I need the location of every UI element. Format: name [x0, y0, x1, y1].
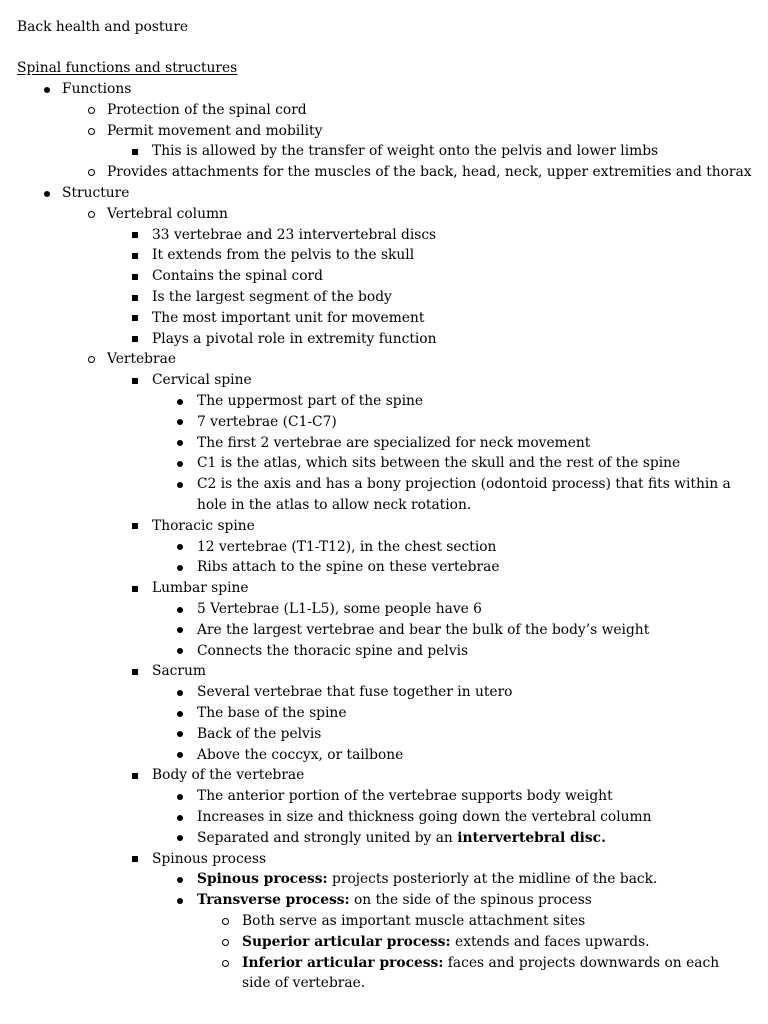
- section-heading: Spinal functions and structures: [17, 60, 238, 76]
- list-item-text: C1 is the atlas, which sits between the skull and the rest of the spine: [197, 455, 681, 472]
- bullet-icon: [173, 745, 187, 766]
- list-item-text: It extends from the pelvis to the skull: [152, 247, 415, 264]
- bullet-icon: [128, 287, 142, 308]
- list-item-text: extends and faces upwards.: [450, 933, 650, 950]
- square-bullet-icon: [132, 253, 138, 259]
- bullet-icon: [84, 162, 98, 183]
- square-bullet-icon: [132, 773, 138, 779]
- list-item-text: Separated and strongly united by an: [197, 829, 458, 846]
- list-item: [197, 745, 403, 766]
- bullet-icon: [128, 266, 142, 287]
- bullet-icon: [173, 890, 187, 911]
- bold-term: Inferior articular process:: [242, 954, 444, 971]
- square-bullet-icon: [132, 274, 138, 280]
- list-item: [107, 204, 228, 225]
- list-item: [197, 724, 321, 745]
- list-item: [152, 661, 206, 682]
- list-item-text: 5 Vertebrae (L1-L5), some people have 6: [197, 601, 482, 617]
- list-item: [197, 890, 592, 911]
- list-item: [197, 620, 649, 641]
- list-item: [197, 433, 590, 454]
- list-item: [152, 308, 424, 329]
- list-item-text: 33 vertebrae and 23 intervertebral discs: [152, 226, 437, 243]
- list-item-text: The uppermost part of the spine: [197, 393, 424, 409]
- list-item-text: Are the largest vertebrae and bear the bulk of the body’s weight: [197, 621, 650, 638]
- dot-bullet-icon: [177, 399, 183, 405]
- circle-bullet-icon: [222, 939, 229, 946]
- bullet-icon: [173, 703, 187, 724]
- list-item: [152, 245, 414, 266]
- list-item-text: Vertebral column: [107, 205, 228, 222]
- bullet-icon: [173, 620, 187, 641]
- bold-term: Superior articular process:: [242, 933, 451, 950]
- list-item-text: Functions: [62, 81, 132, 97]
- list-item: [197, 557, 500, 578]
- bullet-icon: [173, 869, 187, 890]
- dot-bullet-icon: [177, 482, 183, 488]
- list-item-text: Increases in size and thickness going down the vertebral column: [197, 809, 652, 825]
- list-item: [197, 412, 337, 433]
- list-item-text: on the side of the spinous process: [349, 892, 592, 909]
- bullet-icon: [173, 557, 187, 578]
- list-item-text: Vertebrae: [107, 351, 176, 368]
- list-item-text: Permit movement and mobility: [107, 122, 323, 139]
- bullet-icon: [173, 786, 187, 807]
- list-item-text: The first 2 vertebrae are specialized for neck movement: [197, 434, 591, 451]
- square-bullet-icon: [132, 295, 138, 301]
- list-item-text: This is allowed by the transfer of weight onto the pelvis and lower limbs: [152, 143, 659, 160]
- list-item-text: 7 vertebrae (C1-C7): [197, 413, 337, 430]
- list-item: [152, 370, 252, 391]
- dot-bullet-icon: [177, 752, 183, 758]
- circle-bullet-icon: [88, 128, 95, 135]
- list-item: [107, 349, 176, 370]
- list-item: [242, 911, 585, 932]
- bullet-icon: [173, 453, 187, 474]
- dot-bullet-icon: [177, 419, 183, 425]
- square-bullet-icon: [132, 586, 138, 592]
- dot-bullet-icon: [177, 711, 183, 717]
- list-item-text: Above the coccyx, or tailbone: [197, 746, 404, 763]
- bullet-icon: [173, 807, 187, 828]
- list-item-text: Lumbar spine: [152, 580, 249, 597]
- list-item: [197, 828, 606, 849]
- list-item: [62, 183, 129, 204]
- circle-bullet-icon: [222, 918, 229, 925]
- bullet-icon: [173, 433, 187, 454]
- list-item: [242, 953, 735, 995]
- list-item-text: Cervical spine: [152, 372, 252, 389]
- dot-bullet-icon: [44, 87, 50, 93]
- bullet-icon: [128, 516, 142, 537]
- list-item-text: C2 is the axis and has a bony projection (odontoid process) that fits within a hole in the atlas to allow neck rotation.: [197, 476, 731, 513]
- bullet-icon: [173, 391, 187, 412]
- list-item-text: Spinous process: [152, 850, 267, 867]
- bullet-icon: [84, 121, 98, 142]
- list-item: [197, 641, 468, 662]
- list-item: [197, 786, 613, 807]
- bullet-icon: [128, 370, 142, 391]
- list-item-text: Ribs attach to the spine on these vertebrae: [197, 559, 500, 576]
- bold-term: intervertebral disc.: [457, 829, 606, 846]
- list-item-text: The anterior portion of the vertebrae supports body weight: [197, 788, 613, 805]
- bullet-icon: [128, 141, 142, 162]
- square-bullet-icon: [132, 669, 138, 675]
- list-item-text: Both serve as important muscle attachment sites: [242, 913, 586, 929]
- list-item-text: Protection of the spinal cord: [107, 101, 307, 118]
- list-item-text: Plays a pivotal role in extremity function: [152, 330, 437, 347]
- list-item: [197, 474, 735, 516]
- list-item: [152, 141, 658, 162]
- list-item: [197, 869, 657, 890]
- dot-bullet-icon: [177, 835, 183, 841]
- bullet-icon: [128, 225, 142, 246]
- bullet-icon: [84, 204, 98, 225]
- bullet-icon: [173, 641, 187, 662]
- list-item: [197, 391, 423, 412]
- dot-bullet-icon: [177, 794, 183, 800]
- list-item-text: 12 vertebrae (T1-T12), in the chest section: [197, 538, 497, 555]
- list-item: [152, 516, 255, 537]
- list-item: [197, 537, 496, 558]
- bold-term: Spinous process:: [197, 871, 328, 888]
- list-item-text: Back of the pelvis: [197, 725, 322, 742]
- list-item: [197, 807, 651, 828]
- list-item: [152, 329, 436, 350]
- dot-bullet-icon: [177, 461, 183, 467]
- list-item: [152, 578, 249, 599]
- list-item-text: projects posteriorly at the midline of the back.: [327, 871, 658, 888]
- dot-bullet-icon: [177, 648, 183, 654]
- bullet-icon: [84, 100, 98, 121]
- list-item: [242, 932, 650, 953]
- square-bullet-icon: [132, 315, 138, 321]
- bullet-icon: [128, 578, 142, 599]
- list-item: [152, 765, 304, 786]
- dot-bullet-icon: [177, 877, 183, 883]
- list-item: [107, 100, 307, 121]
- dot-bullet-icon: [177, 544, 183, 550]
- bullet-icon: [173, 724, 187, 745]
- dot-bullet-icon: [177, 440, 183, 446]
- circle-bullet-icon: [88, 169, 95, 176]
- list-item: [197, 599, 482, 620]
- circle-bullet-icon: [88, 107, 95, 114]
- dot-bullet-icon: [44, 191, 50, 197]
- list-item: [197, 682, 512, 703]
- dot-bullet-icon: [177, 607, 183, 613]
- list-item: [152, 849, 266, 870]
- square-bullet-icon: [132, 523, 138, 529]
- list-item: [152, 225, 436, 246]
- list-item-text: Structure: [62, 185, 130, 201]
- square-bullet-icon: [132, 149, 138, 155]
- bullet-icon: [128, 661, 142, 682]
- bullet-icon: [173, 599, 187, 620]
- bullet-icon: [173, 682, 187, 703]
- list-item-text: Provides attachments for the muscles of the back, head, neck, upper extremities and thorax: [107, 164, 752, 181]
- list-item: [107, 121, 322, 142]
- list-item-text: Is the largest segment of the body: [152, 289, 392, 305]
- bullet-icon: [173, 828, 187, 849]
- bullet-icon: [218, 932, 232, 953]
- dot-bullet-icon: [177, 565, 183, 571]
- bullet-icon: [84, 349, 98, 370]
- bullet-icon: [173, 474, 187, 495]
- bullet-icon: [128, 245, 142, 266]
- list-item-text: Body of the vertebrae: [152, 767, 305, 784]
- document-title: Back health and posture: [17, 19, 189, 35]
- list-item: [152, 266, 323, 287]
- square-bullet-icon: [132, 378, 138, 384]
- list-item-text: The base of the spine: [197, 705, 347, 721]
- list-item-text: Thoracic spine: [152, 517, 255, 534]
- list-item-text: Contains the spinal cord: [152, 268, 323, 285]
- circle-bullet-icon: [88, 356, 95, 363]
- bullet-icon: [173, 537, 187, 558]
- circle-bullet-icon: [222, 960, 229, 967]
- bullet-icon: [128, 308, 142, 329]
- bullet-icon: [128, 329, 142, 350]
- dot-bullet-icon: [177, 690, 183, 696]
- list-item: [197, 703, 346, 724]
- list-item: [62, 79, 131, 100]
- circle-bullet-icon: [88, 211, 95, 218]
- bullet-icon: [128, 849, 142, 870]
- dot-bullet-icon: [177, 627, 183, 633]
- list-item: [107, 162, 752, 183]
- list-item-text: Sacrum: [152, 663, 206, 680]
- bullet-icon: [218, 953, 232, 974]
- bullet-icon: [40, 79, 54, 100]
- square-bullet-icon: [132, 336, 138, 342]
- bullet-icon: [40, 183, 54, 204]
- square-bullet-icon: [132, 856, 138, 862]
- square-bullet-icon: [132, 232, 138, 238]
- list-item-text: The most important unit for movement: [152, 309, 425, 326]
- dot-bullet-icon: [177, 731, 183, 737]
- dot-bullet-icon: [177, 815, 183, 821]
- list-item-text: Connects the thoracic spine and pelvis: [197, 642, 469, 659]
- list-item-text: faces and projects downwards on each side of vertebrae.: [242, 954, 720, 992]
- list-item: [197, 453, 680, 474]
- dot-bullet-icon: [177, 898, 183, 904]
- list-item: [152, 287, 392, 308]
- list-item-text: Several vertebrae that fuse together in utero: [197, 684, 513, 701]
- bullet-icon: [173, 412, 187, 433]
- bold-term: Transverse process:: [197, 892, 350, 909]
- bullet-icon: [128, 765, 142, 786]
- bullet-icon: [218, 911, 232, 932]
